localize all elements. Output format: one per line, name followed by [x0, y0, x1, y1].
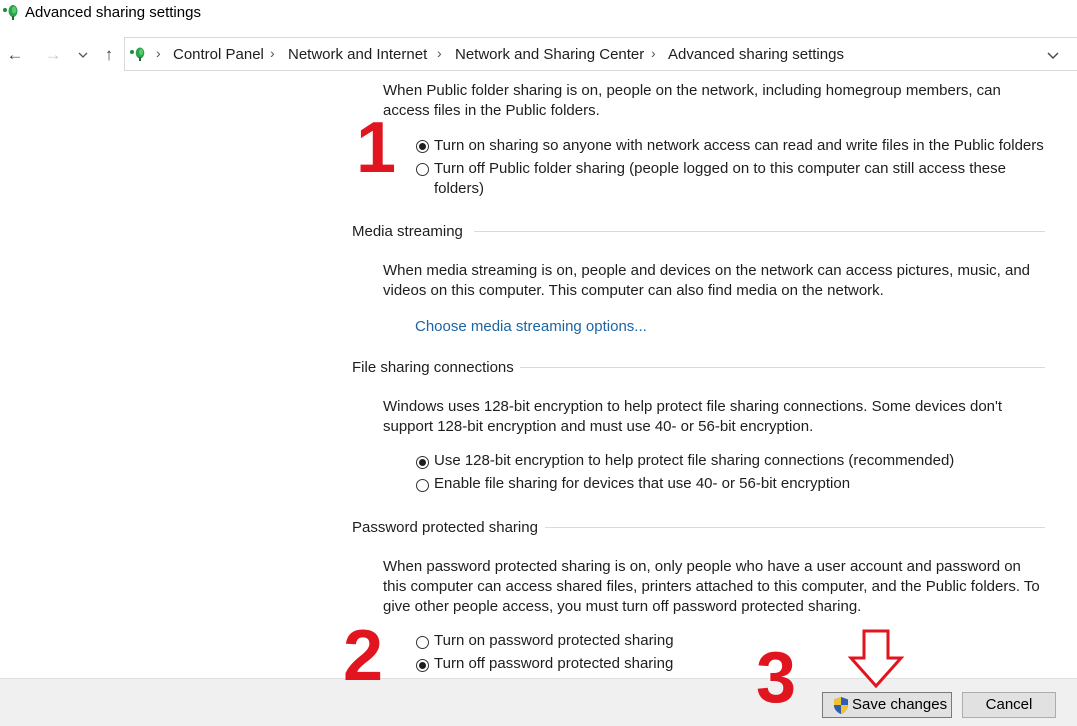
save-changes-button[interactable] — [822, 692, 952, 718]
file-sharing-heading: File sharing connections — [352, 359, 514, 376]
title-bar — [0, 0, 1077, 26]
recent-locations-chevron-icon[interactable] — [72, 44, 94, 66]
breadcrumb-advanced-sharing-settings[interactable]: Advanced sharing settings — [668, 46, 844, 63]
save-changes-label: Save changes — [852, 696, 948, 713]
cancel-button[interactable]: Cancel — [962, 692, 1056, 718]
window-title: Advanced sharing settings — [25, 4, 201, 21]
file-sharing-description: Windows uses 128-bit encryption to help protect file sharing connections. Some devices don't support 128-bit encryption and must use 40- or 56-bit encryption. — [383, 398, 1003, 435]
section-divider — [520, 367, 1045, 368]
password-sharing-on-label[interactable]: Turn on password protected sharing — [434, 632, 674, 649]
annotation-step-3: 3 — [756, 638, 797, 718]
annotation-step-1: 1 — [356, 108, 397, 188]
media-streaming-description: When media streaming is on, people and devices on the network can access pictures, music, and videos on this computer. This computer can also find media on the network. — [383, 262, 1031, 299]
chevron-right-icon[interactable]: › — [437, 45, 442, 61]
breadcrumb-control-panel[interactable]: Control Panel — [173, 46, 264, 63]
media-streaming-options-link[interactable]: Choose media streaming options... — [415, 318, 647, 335]
password-sharing-on-radio[interactable] — [416, 636, 429, 649]
footer-bar — [0, 678, 1077, 726]
address-bar[interactable] — [124, 37, 1077, 71]
down-arrow-annotation-icon — [847, 628, 905, 690]
forward-arrow-icon[interactable]: → — [44, 45, 62, 64]
annotation-step-2: 2 — [343, 616, 384, 696]
chevron-right-icon[interactable]: › — [270, 45, 275, 61]
password-sharing-heading: Password protected sharing — [352, 519, 538, 536]
public-sharing-off-label[interactable]: Turn off Public folder sharing (people logged on to this computer can still access these folders) — [434, 160, 1006, 197]
password-sharing-description: When password protected sharing is on, only people who have a user account and password on this computer can access shared files, printers attached to this computer, and the Public folders. To give other people access, you must turn off password protected sharing. — [383, 558, 1040, 615]
encryption-40-56-label[interactable]: Enable file sharing for devices that use 40- or 56-bit encryption — [434, 475, 851, 492]
public-sharing-off-radio[interactable] — [416, 163, 429, 176]
back-arrow-icon[interactable]: ← — [6, 45, 24, 64]
breadcrumb-network-and-sharing-center[interactable]: Network and Sharing Center — [455, 46, 645, 63]
encryption-40-56-radio[interactable] — [416, 479, 429, 492]
section-divider — [545, 527, 1045, 528]
public-sharing-on-radio[interactable] — [416, 140, 429, 153]
public-sharing-on-label[interactable]: Turn on sharing so anyone with network access can read and write files in the Public folders — [434, 137, 1044, 154]
breadcrumb-network-and-internet[interactable]: Network and Internet — [288, 46, 428, 63]
password-sharing-off-label[interactable]: Turn off password protected sharing — [434, 655, 674, 672]
encryption-128-radio[interactable] — [416, 456, 429, 469]
encryption-128-label[interactable]: Use 128-bit encryption to help protect file sharing connections (recommended) — [434, 452, 955, 469]
section-divider — [474, 231, 1045, 232]
up-arrow-icon[interactable]: ↑ — [104, 45, 114, 64]
network-icon — [129, 46, 147, 62]
public-folder-description: When Public folder sharing is on, people on the network, including homegroup members, can access files in the Public folders. — [383, 82, 1001, 119]
network-icon — [2, 3, 20, 21]
uac-shield-icon — [832, 696, 850, 715]
media-streaming-heading: Media streaming — [352, 223, 463, 240]
password-sharing-off-radio[interactable] — [416, 659, 429, 672]
address-dropdown-chevron-icon[interactable] — [1047, 44, 1059, 63]
chevron-right-icon: › — [156, 45, 161, 61]
chevron-right-icon[interactable]: › — [651, 45, 656, 61]
